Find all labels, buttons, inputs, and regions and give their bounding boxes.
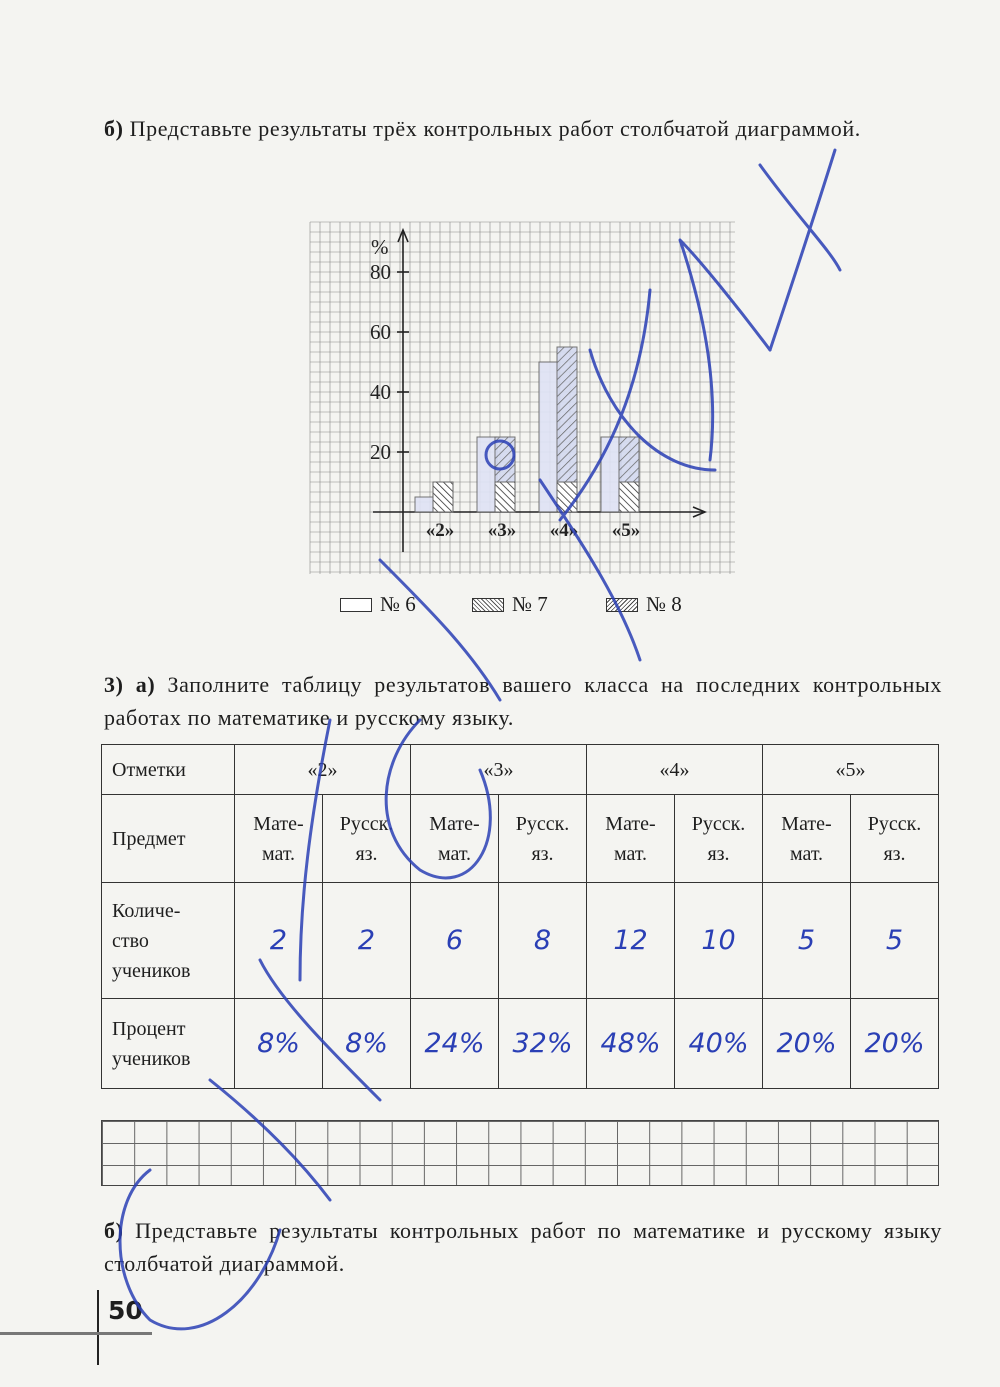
grade-2-header: «2» — [235, 745, 411, 795]
count-row — [102, 883, 939, 999]
subject-rus-l2: яз. — [707, 842, 730, 865]
grade-3-header: «3» — [411, 745, 587, 795]
subject-rus-l1: Русск. — [515, 812, 570, 835]
subject-math-l2: мат. — [789, 842, 824, 865]
subject-rus-l1: Русск. — [339, 812, 394, 835]
percent-cell[interactable]: 20% — [851, 999, 939, 1089]
legend-item-8 — [606, 592, 682, 617]
pen-stroke — [770, 150, 835, 350]
legend-swatch-6 — [340, 598, 372, 612]
subject-rus-l1: Русск. — [691, 812, 746, 835]
subject-math-l1: Мате- — [605, 812, 656, 835]
percent-header-l1: Процент — [112, 1017, 186, 1040]
subject-math-l2: мат. — [261, 842, 296, 865]
task-b1-body: Представьте результаты трёх контрольных работ столбчатой диаграммой. — [129, 116, 861, 141]
task-3b-label: б) — [104, 1218, 124, 1243]
grades-header: Отметки — [102, 745, 235, 795]
legend-item-6 — [340, 592, 416, 617]
page-rule-horizontal — [0, 1332, 152, 1335]
subject-rus-l2: яз. — [531, 842, 554, 865]
count-cell[interactable]: 8 — [499, 883, 587, 999]
count-cell[interactable]: 5 — [851, 883, 939, 999]
chart-bar — [477, 437, 497, 512]
subject-header: Предмет — [102, 795, 235, 883]
percent-cell[interactable]: 8% — [235, 999, 323, 1089]
percent-cell[interactable]: 24% — [411, 999, 499, 1089]
count-header-l3: учеников — [112, 959, 191, 982]
subject-row — [102, 795, 939, 883]
percent-cell[interactable]: 40% — [675, 999, 763, 1089]
subject-math-l2: мат. — [437, 842, 472, 865]
grade-4-header: «4» — [587, 745, 763, 795]
task-b1-text — [104, 112, 942, 145]
page-number: 50 — [108, 1296, 143, 1325]
count-cell[interactable]: 5 — [763, 883, 851, 999]
legend-label-8: № 8 — [646, 592, 682, 616]
legend-label-7: № 7 — [512, 592, 548, 616]
percent-cell[interactable]: 48% — [587, 999, 675, 1089]
subject-rus-cell — [851, 795, 939, 883]
x-tick-label: «4» — [549, 520, 579, 541]
legend-swatch-8 — [606, 598, 638, 612]
task-3a-label: 3) а) — [104, 672, 156, 697]
chart-bar — [495, 482, 515, 512]
legend-item-7 — [472, 592, 548, 617]
percent-cell[interactable]: 8% — [323, 999, 411, 1089]
subject-rus-cell — [675, 795, 763, 883]
y-tick-label: 60 — [370, 320, 391, 344]
legend-label-6: № 6 — [380, 592, 416, 616]
subject-math-cell — [587, 795, 675, 883]
count-header-l2: ство — [112, 929, 149, 952]
chart-bar — [433, 482, 453, 512]
chart-bar — [415, 497, 435, 512]
legend-swatch-7 — [472, 598, 504, 612]
graph-paper-strip — [101, 1120, 939, 1186]
task-3b-text — [104, 1214, 942, 1280]
subject-rus-cell — [323, 795, 411, 883]
task-3a-body: Заполните таблицу результатов вашего класса на последних контрольных работах по математике и русскому языку. — [104, 672, 942, 730]
count-cell[interactable]: 2 — [235, 883, 323, 999]
count-cell[interactable]: 10 — [675, 883, 763, 999]
y-axis-label: % — [371, 235, 389, 259]
percent-row — [102, 999, 939, 1089]
task-3a-text — [104, 668, 942, 734]
subject-math-cell — [235, 795, 323, 883]
percent-header-l2: учеников — [112, 1047, 191, 1070]
y-tick-label: 80 — [370, 260, 391, 284]
page-rule-vertical — [97, 1290, 99, 1365]
pen-stroke — [760, 165, 840, 270]
subject-math-l1: Мате- — [253, 812, 304, 835]
chart-bar — [619, 482, 639, 512]
chart-legend — [340, 592, 700, 618]
task-3b-body: Представьте результаты контрольных работ по математике и русскому языку столбчатой диаграммой. — [104, 1218, 942, 1276]
y-tick-label: 20 — [370, 440, 391, 464]
subject-rus-l2: яз. — [355, 842, 378, 865]
percent-header — [102, 999, 235, 1089]
results-table — [101, 744, 939, 1089]
task-b1-label: б) — [104, 116, 124, 141]
grade-5-header: «5» — [763, 745, 939, 795]
subject-math-cell — [763, 795, 851, 883]
subject-math-l1: Мате- — [429, 812, 480, 835]
subject-rus-l2: яз. — [883, 842, 906, 865]
x-tick-label: «2» — [425, 520, 455, 541]
subject-rus-l1: Русск. — [867, 812, 922, 835]
subject-math-l1: Мате- — [781, 812, 832, 835]
count-cell[interactable]: 12 — [587, 883, 675, 999]
subject-math-cell — [411, 795, 499, 883]
percent-cell[interactable]: 20% — [763, 999, 851, 1089]
subject-rus-cell — [499, 795, 587, 883]
chart-bar — [539, 362, 559, 512]
count-cell[interactable]: 2 — [323, 883, 411, 999]
bar-chart — [300, 212, 740, 577]
grades-row — [102, 745, 939, 795]
y-tick-label: 40 — [370, 380, 391, 404]
count-header — [102, 883, 235, 999]
chart-bar — [557, 482, 577, 512]
chart-bar — [601, 437, 621, 512]
x-tick-label: «3» — [487, 520, 517, 541]
subject-math-l2: мат. — [613, 842, 648, 865]
percent-cell[interactable]: 32% — [499, 999, 587, 1089]
count-cell[interactable]: 6 — [411, 883, 499, 999]
count-header-l1: Количе- — [112, 899, 181, 922]
x-tick-label: «5» — [611, 520, 641, 541]
